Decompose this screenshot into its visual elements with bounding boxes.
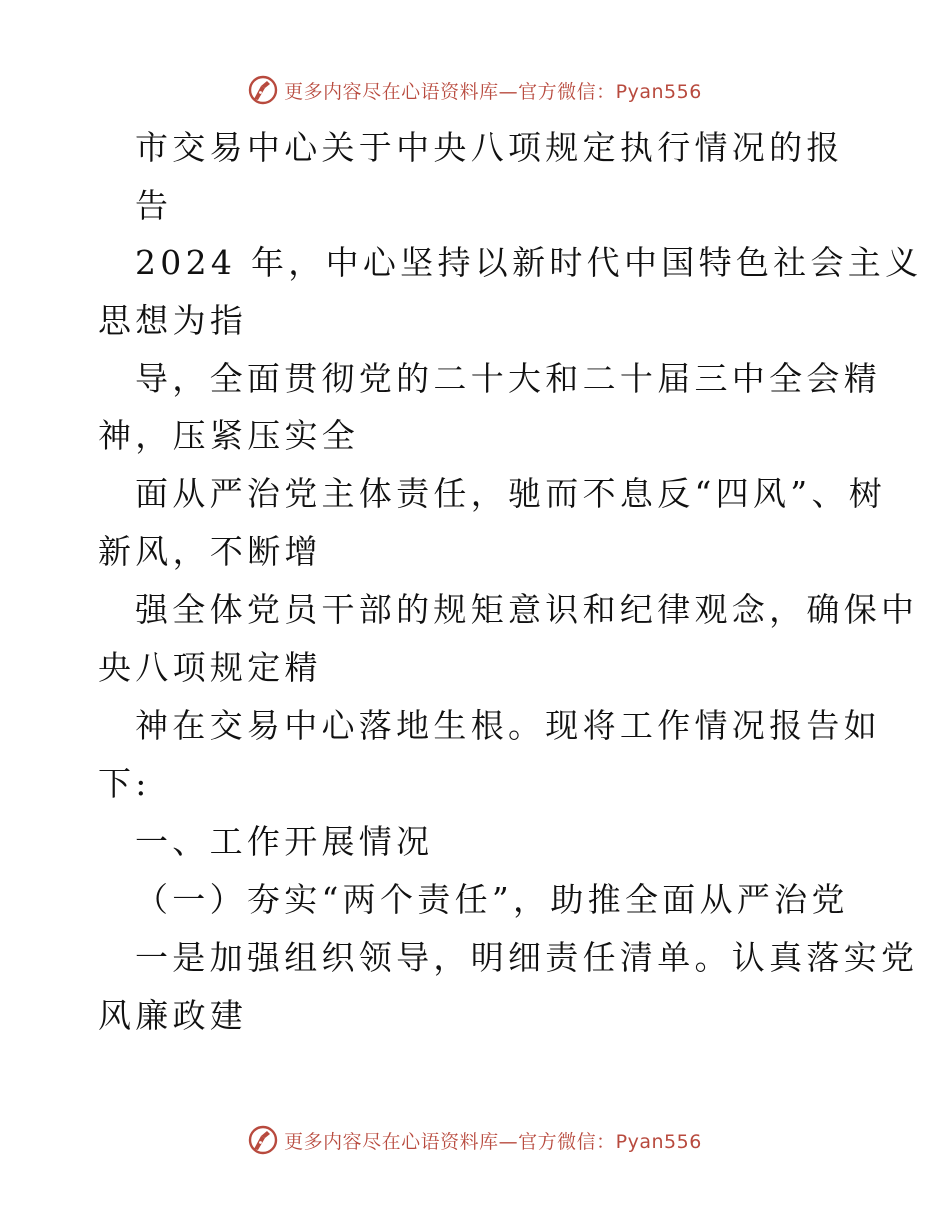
watermark-text: 更多内容尽在心语资料库—官方微信：Pyan556	[284, 80, 702, 103]
paragraph-line: 思想为指	[98, 301, 248, 340]
paragraph-line: 新风，不断增	[98, 532, 322, 571]
paragraph-line: 风廉政建	[98, 996, 248, 1035]
paragraph-line: 下:	[98, 764, 151, 803]
pen-nib-circle-icon	[248, 1125, 278, 1155]
paragraph-line: 2024 年，中心坚持以新时代中国特色社会主义	[135, 243, 923, 282]
paragraph-line: 面从严治党主体责任，驰而不息反“四风”、树	[135, 474, 887, 513]
paragraph-line: 强全体党员干部的规矩意识和纪律观念，确保中	[135, 590, 919, 629]
paragraph-line: 导，全面贯彻党的二十大和二十届三中全会精	[135, 359, 881, 398]
paragraph-line: 神在交易中心落地生根。现将工作情况报告如	[135, 706, 881, 745]
watermark-text: 更多内容尽在心语资料库—官方微信：Pyan556	[284, 1130, 702, 1153]
footer-watermark	[0, 1122, 950, 1158]
section-heading: 一、工作开展情况	[135, 822, 434, 861]
title-line-2: 告	[135, 186, 173, 225]
title-line-1: 市交易中心关于中央八项规定执行情况的报	[135, 128, 844, 167]
paragraph-line: 央八项规定精	[98, 648, 322, 687]
paragraph-line: 一是加强组织领导，明细责任清单。认真落实党	[135, 938, 919, 977]
paragraph-line: 神，压紧压实全	[98, 416, 360, 455]
subsection-heading: （一）夯实“两个责任”，助推全面从严治党	[135, 880, 849, 919]
